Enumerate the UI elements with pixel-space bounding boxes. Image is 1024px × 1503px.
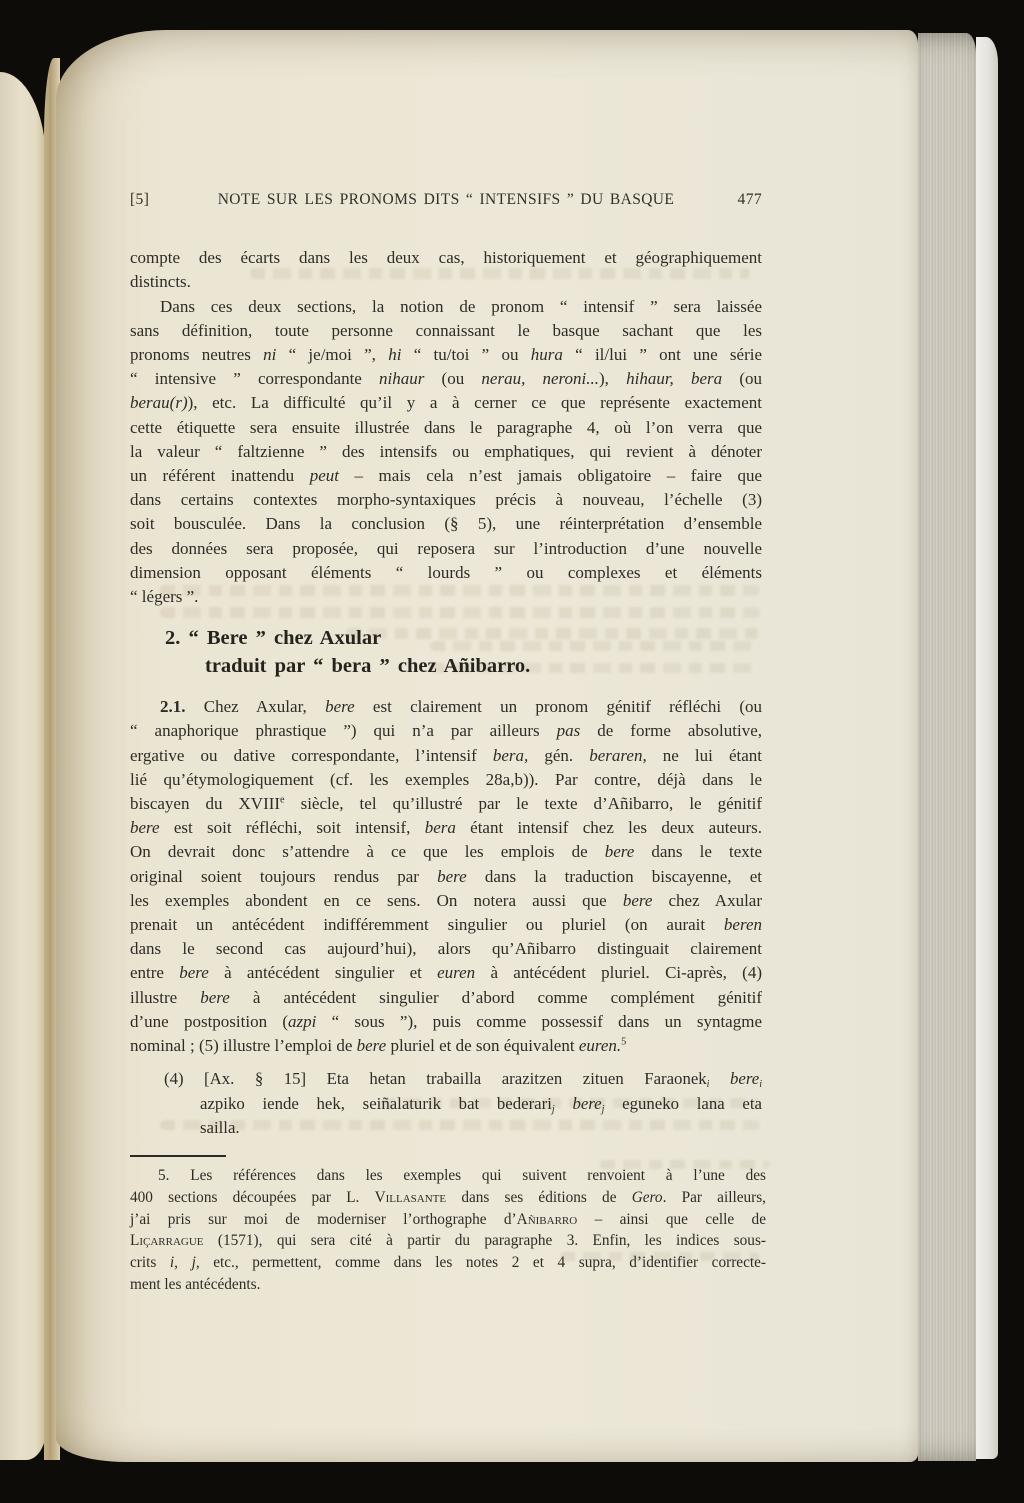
text-line: sans définition, toute personne connaissant le basque sachant que les [130, 320, 762, 340]
paragraph-intro [130, 295, 762, 610]
text-line: ment les antécédents. [130, 1275, 261, 1293]
text-line: ergative ou dative correspondante, l’intensif bera, gén. beraren, ne lui étant [130, 745, 763, 765]
text-line: original soient toujours rendus par bere dans la traduction biscayenne, et [130, 866, 762, 886]
text-line: nominal ; (5) illustre l’emploi de bere pluriel et de son équivalent euren.$^5$ [130, 1036, 627, 1056]
book-page [56, 30, 918, 1462]
page-number: 477 [737, 191, 762, 208]
paragraph-continuation [130, 246, 762, 294]
running-title: NOTE SUR LES PRONOMS DITS “ INTENSIFS ” DU BASQUE [217, 191, 675, 208]
text-line: 400 sections découpées par L. Villasante dans ses éditions de Gero. Par ailleurs, [130, 1188, 767, 1206]
text-line: “ anaphorique phrastique ”) qui n’a par ailleurs pas de forme absolutive, [130, 721, 763, 741]
text-line: “ légers ”. [130, 587, 199, 607]
section-heading [130, 625, 762, 680]
section-marker: [5] [130, 191, 150, 208]
example-block-4 [130, 1067, 762, 1140]
text-line: biscayen du XVIIIe siècle, tel qu’illustré par le texte d’Añibarro, le génitif [130, 794, 762, 814]
page-text [130, 30, 767, 1296]
paragraph-2-1 [130, 695, 762, 1058]
footnote-5 [130, 1165, 766, 1296]
text-line: des données sera proposée, qui reposera sur l’introduction d’une nouvelle [130, 538, 762, 558]
text-line: les exemples abondent en ce sens. On notera aussi que bere chez Axular [130, 890, 763, 910]
text-line: 5. Les références dans les exemples qui suivent renvoient à l’une des [158, 1166, 766, 1184]
book-cover-edge [976, 37, 998, 1459]
text-line: Dans ces deux sections, la notion de pronom “ intensif ” sera laissée [160, 296, 762, 316]
facing-page-edge [0, 72, 46, 1460]
text-line: dans certains contextes morpho-syntaxiques précis à nouveau, l’échelle (3) [130, 490, 762, 510]
text-line: d’une postposition (azpi “ sous ”), puis comme possessif dans un syntagme [130, 1011, 762, 1031]
text-line: compte des écarts dans les deux cas, historiquement et géographiquement [130, 248, 762, 268]
text-line: cette étiquette sera ensuite illustrée dans le paragraphe 4, où l’on verra que [130, 417, 762, 437]
text-line: entre bere à antécédent singulier et euren à antécédent pluriel. Ci-après, (4) [130, 963, 762, 983]
text-line: 2. “ Bere ” chez Axular [165, 627, 382, 650]
text-line: distincts. [130, 272, 191, 292]
text-line: (4) [Ax. § 15] Eta hetan trabailla arazitzen zituen Faraoneki berei [164, 1069, 762, 1091]
text-line: berau(r)), etc. La difficulté qu’il y a à cerner ce que représente exactement [130, 393, 762, 413]
text-line: azpiko iende hek, seiñalaturik bat bederarij berej eguneko lana eta [200, 1093, 762, 1115]
text-line: illustre bere à antécédent singulier d’abord comme complément génitif [130, 987, 762, 1007]
text-line: soit bousculée. Dans la conclusion (§ 5), une réinterprétation d’ensemble [130, 514, 762, 534]
text-line: dimension opposant éléments “ lourds ” ou complexes et éléments [130, 562, 762, 582]
page-stack-fore-edge [918, 33, 976, 1461]
text-line: pronoms neutres ni “ je/moi ”, hi “ tu/toi ” ou hura “ il/lui ” ont une série [130, 345, 763, 365]
footnote-separator [130, 1155, 226, 1157]
text-line: bere est soit réfléchi, soit intensif, bera étant intensif chez les deux auteurs. [130, 818, 762, 838]
text-line: 2.1. Chez Axular, bere est clairement un pronom génitif réfléchi (ou [160, 697, 762, 717]
text-line: traduit par “ bera ” chez Añibarro. [205, 654, 531, 677]
text-line: dans le second cas aujourd’hui), alors qu’Añibarro distinguait clairement [130, 939, 762, 959]
text-line: “ intensive ” correspondante nihaur (ou nerau, neroni...), hihaur, bera (ou [130, 369, 762, 389]
text-line: On devrait donc s’attendre à ce que les emplois de bere dans le texte [130, 842, 763, 862]
text-line: Liçarrague (1571), qui sera cité à partir du paragraphe 3. Enfin, les indices sous- [130, 1232, 766, 1250]
running-header [130, 188, 762, 212]
text-line: crits i, j, etc., permettent, comme dans les notes 2 et 4 supra, d’identifier correcte- [130, 1254, 766, 1272]
text-line: lié qu’étymologiquement (cf. les exemples 28a,b)). Par contre, déjà dans le [130, 769, 762, 789]
text-line: la valeur “ faltzienne ” des intensifs ou emphatiques, qui revient à dénoter [130, 441, 762, 461]
text-line: un référent inattendu peut – mais cela n’est jamais obligatoire – faire que [130, 466, 762, 486]
text-line: sailla. [200, 1117, 240, 1137]
text-line: j’ai pris sur moi de moderniser l’orthographe d’Añibarro – ainsi que celle de [130, 1210, 766, 1228]
text-line: prenait un antécédent indifféremment singulier ou pluriel (on aurait beren [130, 915, 762, 935]
